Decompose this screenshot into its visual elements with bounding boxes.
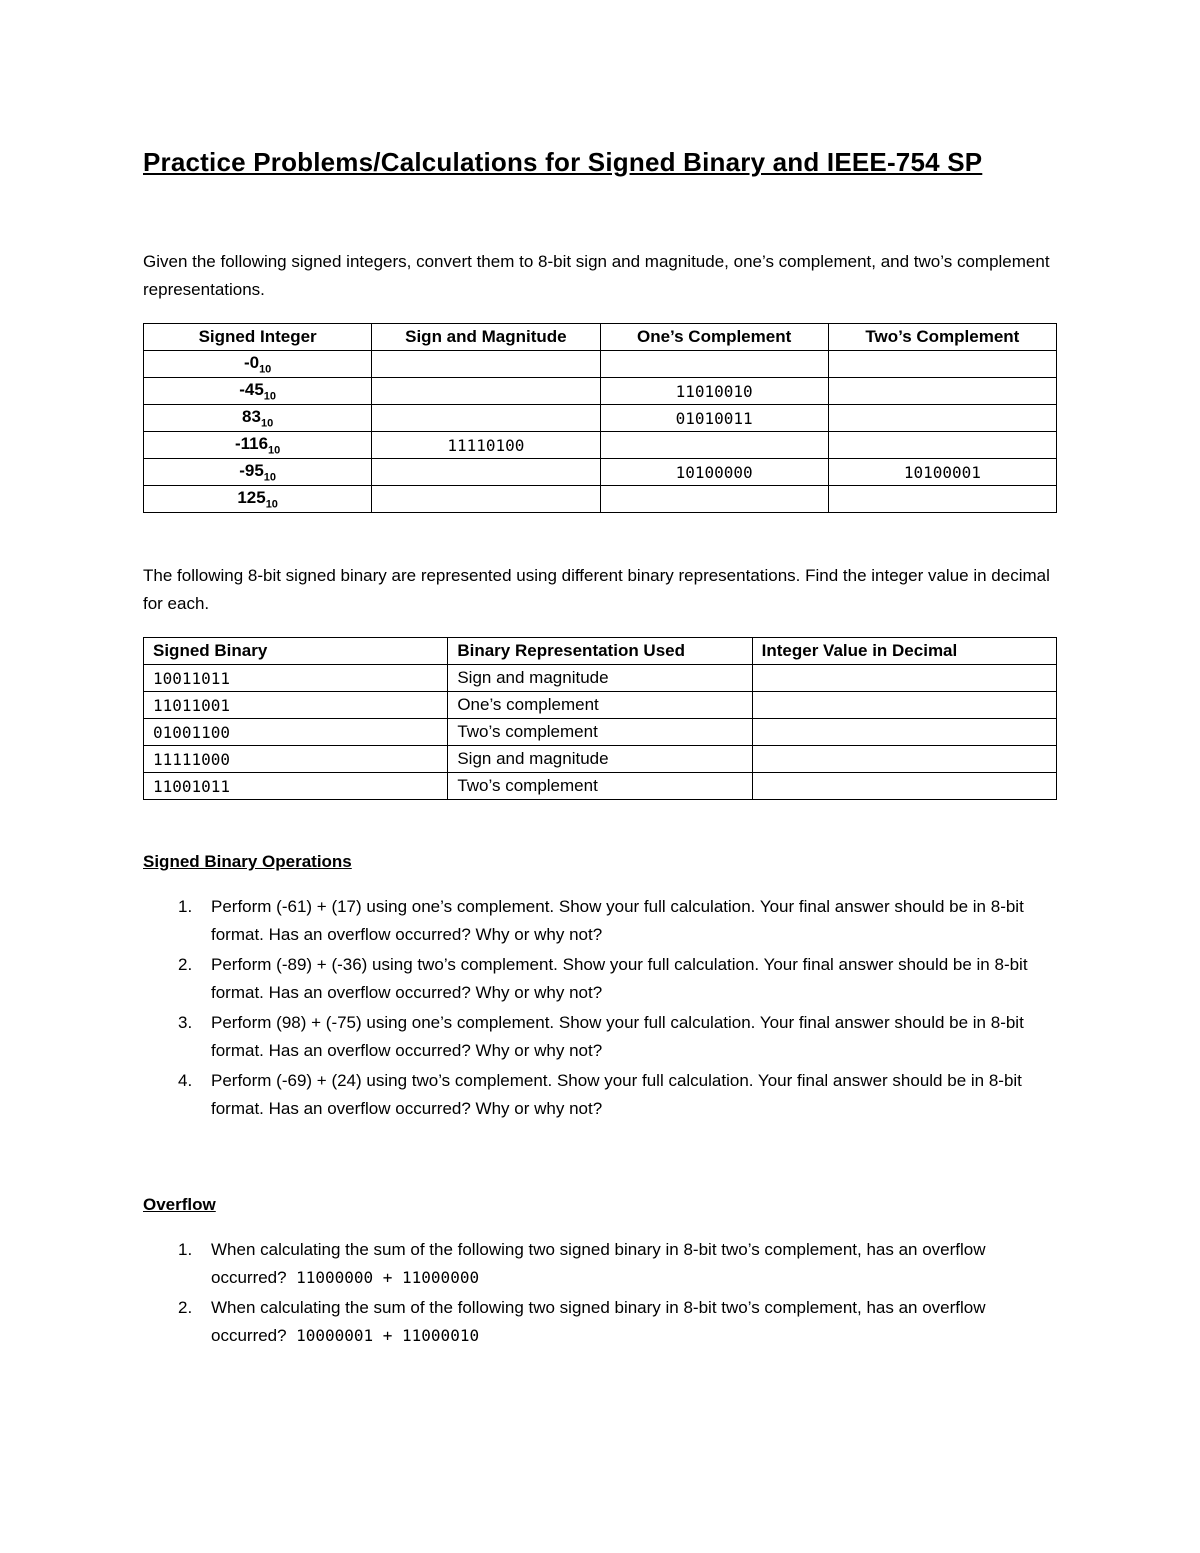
signed-integer-cell [144, 459, 372, 486]
header-signed-binary: Signed Binary [144, 638, 448, 665]
operations-heading: Signed Binary Operations [143, 852, 352, 871]
twos-complement-cell [828, 432, 1056, 459]
table-row [144, 405, 1057, 432]
list-number: 1. [178, 1240, 193, 1259]
base-subscript: 10 [263, 471, 277, 484]
signed-integer-cell [144, 486, 372, 513]
overflow-heading: Overflow [143, 1195, 216, 1214]
overflow-text [211, 1236, 1057, 1292]
representation-cell: Two’s complement [448, 719, 752, 746]
second-intro-paragraph: The following 8-bit signed binary are represented using different binary representations. Find the integer value in decimal for each. [143, 566, 1050, 613]
overflow-item [178, 1236, 1057, 1292]
twos-complement-cell [828, 486, 1056, 513]
list-number: 3. [178, 1013, 193, 1032]
twos-complement-cell [828, 351, 1056, 378]
representation-cell: Two’s complement [448, 773, 752, 800]
operation-item [178, 893, 1057, 949]
signed-integer-cell [144, 378, 372, 405]
list-number: 1. [178, 897, 193, 916]
representation-cell: Sign and magnitude [448, 746, 752, 773]
signed-binary-cell: 10011011 [144, 665, 448, 692]
integer-value: 125 [237, 487, 266, 507]
header-integer-value: Integer Value in Decimal [752, 638, 1056, 665]
signed-integer-cell [144, 405, 372, 432]
binary-sum-expression: 11000000 + 11000000 [296, 1268, 480, 1287]
list-number: 4. [178, 1071, 193, 1090]
sign-magnitude-cell [372, 459, 600, 486]
decimal-value-cell [752, 692, 1056, 719]
signed-binary-cell: 11011001 [144, 692, 448, 719]
decimal-value-cell [752, 719, 1056, 746]
decimal-value-cell [752, 665, 1056, 692]
table-row [144, 351, 1057, 378]
document-title: Practice Problems/Calculations for Signed Binary and IEEE-754 SP [143, 147, 983, 177]
integer-value: -95 [239, 460, 264, 480]
sign-magnitude-cell [372, 405, 600, 432]
intro-paragraph: Given the following signed integers, convert them to 8-bit sign and magnitude, one’s complement, and two’s complement representations. [143, 252, 1050, 299]
sign-magnitude-cell [372, 378, 600, 405]
signed-integer-cell [144, 351, 372, 378]
ones-complement-cell [600, 486, 828, 513]
table-row [144, 719, 1057, 746]
operation-text: Perform (-69) + (24) using two’s complement. Show your full calculation. Your final answer should be in 8-bit format. Has an overflow occurred? Why or why not? [211, 1071, 1022, 1118]
ones-complement-cell: 10100000 [600, 459, 828, 486]
ones-complement-cell: 11010010 [600, 378, 828, 405]
list-number: 2. [178, 1298, 193, 1317]
header-twos-complement: Two’s Complement [828, 324, 1056, 351]
representation-cell: One’s complement [448, 692, 752, 719]
header-sign-magnitude: Sign and Magnitude [372, 324, 600, 351]
signed-binary-cell: 11111000 [144, 746, 448, 773]
base-subscript: 10 [263, 390, 277, 403]
sign-magnitude-cell: 11110100 [372, 432, 600, 459]
twos-complement-cell [828, 405, 1056, 432]
binary-sum-expression: 10000001 + 11000010 [296, 1326, 480, 1345]
operation-text: Perform (98) + (-75) using one’s complement. Show your full calculation. Your final answer should be in 8-bit format. Has an overflow occurred? Why or why not? [211, 1013, 1024, 1060]
table-row [144, 692, 1057, 719]
header-signed-integer: Signed Integer [144, 324, 372, 351]
twos-complement-cell: 10100001 [828, 459, 1056, 486]
base-subscript: 10 [260, 417, 274, 430]
sign-magnitude-cell [372, 486, 600, 513]
base-subscript: 10 [268, 444, 281, 457]
operation-item [178, 1067, 1057, 1123]
conversion-table-header-row [144, 324, 1057, 351]
base-subscript: 10 [259, 363, 272, 376]
integer-value: -0 [243, 352, 260, 372]
table-row [144, 773, 1057, 800]
sign-magnitude-cell [372, 351, 600, 378]
table-row [144, 378, 1057, 405]
integer-value: -45 [239, 379, 264, 399]
section-spacer [143, 1125, 1057, 1195]
overflow-list [178, 1236, 1057, 1350]
decimal-value-cell [752, 746, 1056, 773]
representation-cell: Sign and magnitude [448, 665, 752, 692]
overflow-item [178, 1294, 1057, 1350]
representation-table-header-row [144, 638, 1057, 665]
ones-complement-cell [600, 432, 828, 459]
table-row [144, 746, 1057, 773]
conversion-table [143, 323, 1057, 513]
operation-item [178, 951, 1057, 1007]
ones-complement-cell [600, 351, 828, 378]
twos-complement-cell [828, 378, 1056, 405]
representation-table [143, 637, 1057, 800]
ones-complement-cell: 01010011 [600, 405, 828, 432]
table-row [144, 665, 1057, 692]
overflow-question: When calculating the sum of the following two signed binary in 8-bit two’s complement, has an overflow occurred? [211, 1298, 986, 1345]
list-number: 2. [178, 955, 193, 974]
base-subscript: 10 [265, 498, 278, 511]
operation-text: Perform (-89) + (-36) using two’s complement. Show your full calculation. Your final answer should be in 8-bit format. Has an overflow occurred? Why or why not? [211, 955, 1028, 1002]
signed-binary-cell: 01001100 [144, 719, 448, 746]
signed-integer-cell [144, 432, 372, 459]
table-row [144, 459, 1057, 486]
operation-text: Perform (-61) + (17) using one’s complement. Show your full calculation. Your final answer should be in 8-bit format. Has an overflow occurred? Why or why not? [211, 897, 1024, 944]
decimal-value-cell [752, 773, 1056, 800]
signed-binary-cell: 11001011 [144, 773, 448, 800]
header-representation-used: Binary Representation Used [448, 638, 752, 665]
integer-value: -116 [234, 433, 269, 453]
overflow-text [211, 1294, 1057, 1350]
table-row [144, 486, 1057, 513]
header-ones-complement: One’s Complement [600, 324, 828, 351]
operations-list [178, 893, 1057, 1123]
operation-item [178, 1009, 1057, 1065]
integer-value: 83 [242, 406, 261, 426]
table-row [144, 432, 1057, 459]
overflow-question: When calculating the sum of the following two signed binary in 8-bit two’s complement, has an overflow occurred? [211, 1240, 986, 1287]
